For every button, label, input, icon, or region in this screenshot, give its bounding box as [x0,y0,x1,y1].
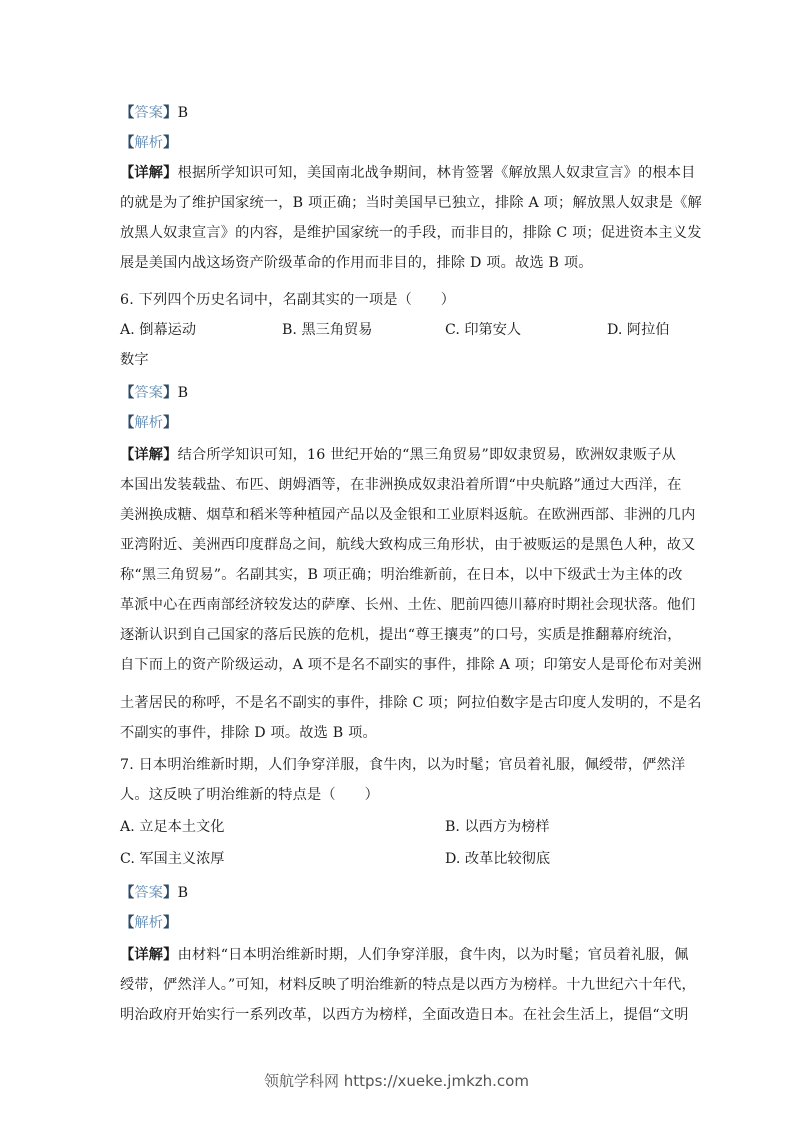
detail-text: 结合所学知识可知，16 世纪开始的“黑三角贸易”即奴隶贸易，欧洲奴隶贩子从 [177,447,677,463]
q6-detail-line-4: 称“黑三角贸易”。名副其实，B 项正确；明治维新前，在日本，以中下级武士为主体的改 [120,567,683,583]
bracket-close: 】 [163,415,178,431]
q6-analysis-heading [120,413,178,433]
bracket-open: 【 [120,415,135,431]
detail-label: 【详解】 [120,447,178,463]
bracket-open: 【 [120,885,135,901]
q6-stem: 6. 下列四个历史名词中，名副其实的一项是（ ） [120,292,456,308]
q6-detail-line-2: 美洲换成糖、烟草和稻米等种植园产品以及金银和工业原料返航。在欧洲西部、非洲的几内 [120,507,696,523]
bracket-open: 【 [120,385,135,401]
q7-option-a: A. 立足本土文化 [120,819,225,835]
analysis-label: 解析 [134,135,164,151]
bracket-open: 【 [120,105,135,121]
q6-detail-line-7: 自下而上的资产阶级运动，A 项不是名不副实的事件，排除 A 项；印第安人是哥伦布对美洲 [120,657,702,673]
detail-label: 【详解】 [120,165,178,181]
q6-option-c: C. 印第安人 [445,322,522,338]
q7-option-b: B. 以西方为榜样 [445,819,550,835]
q5-detail-line-3: 展是美国内战这场资产阶级革命的作用而非目的，排除 D 项。故选 B 项。 [120,255,593,271]
q5-answer-value: B [177,105,189,121]
analysis-label: 解析 [134,415,164,431]
q7-option-c: C. 军国主义浓厚 [120,851,225,867]
q6-option-a: A. 倒幕运动 [120,322,197,338]
q6-detail-line-1: 本国出发装载盐、布匹、朗姆酒等，在非洲换成奴隶沿着所谓“中央航路”通过大西洋，在 [120,477,682,493]
answer-label: 答案 [134,105,164,121]
q7-stem-line-0: 7. 日本明治维新时期，人们争穿洋服，食牛肉，以为时髦；官员着礼服，佩绶带，俨然洋 [120,757,686,773]
q6-option-d: D. 阿拉伯 [607,322,670,338]
q6-answer-value: B [177,385,189,401]
q6-answer-line [120,383,188,403]
bracket-open: 【 [120,135,135,151]
detail-text: 由材料“日本明治维新时期，人们争穿洋服，食牛肉，以为时髦；官员着礼服，佩 [177,947,689,963]
q6-option-b: B. 黑三角贸易 [282,322,373,338]
q6-option-d-wrap: 数字 [120,352,149,368]
q7-answer-value: B [177,885,189,901]
detail-text: 根据所学知识可知，美国南北战争期间，林肯签署《解放黑人奴隶宣言》的根本目 [177,165,696,181]
bracket-close: 】 [163,915,178,931]
q7-answer-line [120,883,188,903]
detail-label: 【详解】 [120,947,178,963]
q6-detail-line-6: 逐渐认识到自己国家的落后民族的危机，提出“尊王攘夷”的口号，实质是推翻幕府统治， [120,627,682,643]
q5-analysis-heading [120,133,178,153]
q5-answer-line [120,103,188,123]
bracket-close: 】 [163,885,178,901]
q6-detail-line-3: 亚湾附近、美洲西印度群岛之间，航线大致构成三角形状，由于被贩运的是黑色人种，故又 [120,537,696,553]
bracket-close: 】 [163,105,178,121]
q7-detail-line-1: 绶带，俨然洋人。”可知，材料反映了明治维新的特点是以西方为榜样。十九世纪六十年代， [120,977,696,993]
q6-detail-line-0 [120,445,676,465]
q6-detail-line-8: 土著居民的称呼，不是名不副实的事件，排除 C 项；阿拉伯数字是古印度人发明的，不是名 [120,695,702,711]
q7-analysis-heading [120,913,178,933]
q6-detail-line-9: 不副实的事件，排除 D 项。故选 B 项。 [120,725,377,741]
q6-detail-line-5: 革派中心在西南部经济较发达的萨摩、长州、土佐、肥前四德川幕府时期社会现状落。他们 [120,597,696,613]
q5-detail-line-1: 的就是为了维护国家统一，B 项正确；当时美国早已独立，排除 A 项；解放黑人奴隶是《解 [120,195,702,211]
analysis-label: 解析 [134,915,164,931]
footer-watermark: 领航学科网 https://xueke.jmkzh.com [264,1072,529,1090]
bracket-close: 】 [163,135,178,151]
bracket-open: 【 [120,915,135,931]
q7-detail-line-2: 明治政府开始实行一系列改革，以西方为榜样，全面改造日本。在社会生活上，提倡“文明 [120,1007,689,1023]
q7-stem-line-1: 人。这反映了明治维新的特点是（ ） [120,787,379,803]
q5-detail-line-2: 放黑人奴隶宣言》的内容，是维护国家统一的手段，而非目的，排除 C 项；促进资本主义发 [120,225,702,241]
answer-label: 答案 [134,885,164,901]
q7-detail-line-0 [120,945,689,965]
q5-detail-line-0 [120,163,696,183]
q7-option-d: D. 改革比较彻底 [445,851,551,867]
bracket-close: 】 [163,385,178,401]
answer-label: 答案 [134,385,164,401]
